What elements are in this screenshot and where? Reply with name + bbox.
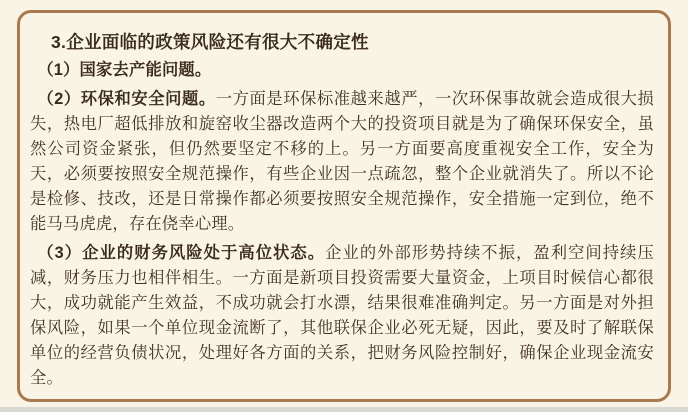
paragraph-3-lead: （3）企业的财务风险处于高位状态。 [37,244,326,262]
paragraph-2 [30,87,654,237]
paragraph-2-body: 一方面是环保标准越来越严，一次环保事故就会造成很大损失，热电厂超低排放和旋窑收尘器改造两个大的投资项目就是为了确保环保安全，虽然公司资金紧张，但仍然要坚定不移的上。另一方面要高度重视安全工作，安全为天，必须要按照安全规范操作，有些企业因一点疏忽，整个企业就消失了。所以不论是检修、技改，还是日常操作都必须要按照安全规范操作，安全措施一定到位，绝不能马马虎虎，存在侥幸心理。 [30,90,654,233]
paragraph-3 [30,241,654,391]
paragraph-1 [30,58,654,83]
bottom-edge-divider [0,407,688,412]
content-card [17,10,671,402]
paragraph-3-body: 企业的外部形势持续不振，盈利空间持续压减，财务压力也相伴相生。一方面是新项目投资需要大量资金，上项目时候信心都很大，成功就能产生效益，不成功就会打水漂，结果很难准确判定。另一方面是对外担保风险，如果一个单位现金流断了，其他联保企业必死无疑，因此，要及时了解联保单位的经营负债状况，处理好各方面的关系，把财务风险控制好，确保企业现金流安全。 [30,244,654,387]
paragraph-2-lead: （2）环保和安全问题。 [37,90,216,108]
paragraph-1-lead: （1）国家去产能问题。 [37,61,212,79]
section-heading: 3.企业面临的政策风险还有很大不确定性 [51,32,369,52]
